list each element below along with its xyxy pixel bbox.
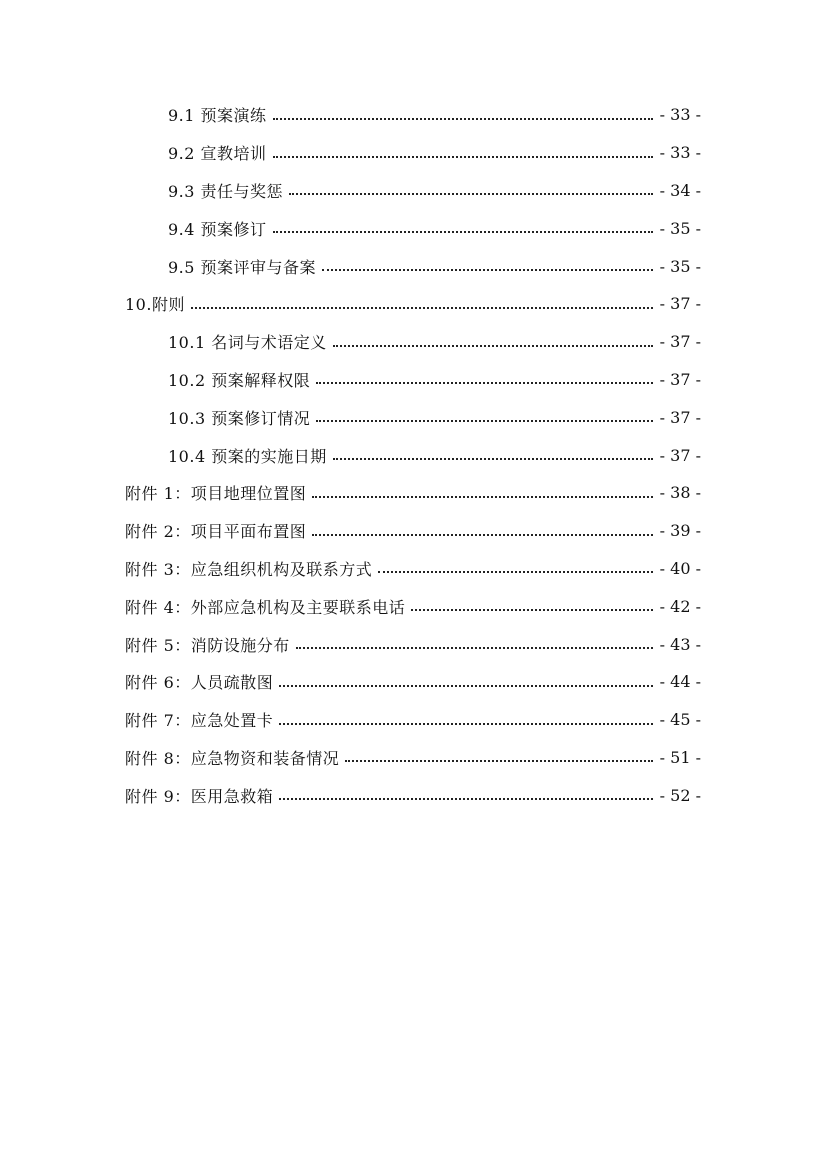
toc-entry[interactable] xyxy=(0,701,827,739)
toc-entry-page: - 51 - xyxy=(659,747,701,767)
toc-entry-page: - 33 - xyxy=(659,143,701,163)
toc-leader-dots xyxy=(312,518,653,536)
toc-entry[interactable] xyxy=(0,663,827,701)
toc-entry[interactable] xyxy=(0,209,827,247)
toc-entry-label: 附件 8：应急物资和装备情况 xyxy=(125,748,340,768)
toc-entry-page: - 43 - xyxy=(659,634,701,654)
toc-entry[interactable] xyxy=(0,285,827,323)
toc-entry-page: - 33 - xyxy=(659,105,701,125)
toc-entry-label: 9.3 责任与奖惩 xyxy=(168,181,284,201)
toc-entry[interactable] xyxy=(0,776,827,814)
toc-entry[interactable] xyxy=(0,96,827,134)
toc-entry-label: 附件 4：外部应急机构及主要联系电话 xyxy=(125,597,406,617)
toc-entry[interactable] xyxy=(0,474,827,512)
toc-entry-page: - 40 - xyxy=(659,558,701,578)
toc-entry[interactable] xyxy=(0,172,827,210)
toc-leader-dots xyxy=(273,215,653,233)
toc-entry-label: 10.3 预案修订情况 xyxy=(168,408,311,428)
toc-entry-label: 10.附则 xyxy=(125,295,185,315)
toc-leader-dots xyxy=(322,253,653,271)
toc-entry[interactable] xyxy=(0,512,827,550)
toc-entry-page: - 39 - xyxy=(659,521,701,541)
toc-entry[interactable] xyxy=(0,134,827,172)
toc-entry-page: - 35 - xyxy=(659,218,701,238)
toc-entry[interactable] xyxy=(0,436,827,474)
toc-entry-page: - 37 - xyxy=(659,445,701,465)
toc-entry-label: 附件 5：消防设施分布 xyxy=(125,635,290,655)
toc-entry[interactable] xyxy=(0,361,827,399)
toc-entry-page: - 38 - xyxy=(659,483,701,503)
toc-entry-page: - 37 - xyxy=(659,407,701,427)
toc-leader-dots xyxy=(333,442,653,460)
table-of-contents xyxy=(0,96,827,814)
toc-entry-page: - 37 - xyxy=(659,294,701,314)
toc-leader-dots xyxy=(333,329,653,347)
toc-leader-dots xyxy=(273,102,653,120)
toc-entry-page: - 35 - xyxy=(659,256,701,276)
toc-entry-page: - 37 - xyxy=(659,332,701,352)
toc-leader-dots xyxy=(279,669,653,687)
toc-leader-dots xyxy=(345,744,653,762)
toc-entry-label: 附件 2：项目平面布置图 xyxy=(125,522,307,542)
toc-entry-page: - 45 - xyxy=(659,710,701,730)
toc-entry[interactable] xyxy=(0,625,827,663)
toc-entry-label: 附件 9：医用急救箱 xyxy=(125,786,274,806)
toc-leader-dots xyxy=(378,555,653,573)
toc-leader-dots xyxy=(411,593,653,611)
toc-entry-label: 9.4 预案修订 xyxy=(168,219,267,239)
toc-leader-dots xyxy=(289,177,653,195)
toc-entry-page: - 37 - xyxy=(659,369,701,389)
toc-entry-label: 附件 1：项目地理位置图 xyxy=(125,484,307,504)
toc-entry-label: 9.1 预案演练 xyxy=(168,106,267,126)
toc-entry-page: - 52 - xyxy=(659,785,701,805)
toc-leader-dots xyxy=(316,404,653,422)
toc-entry-label: 9.2 宣教培训 xyxy=(168,144,267,164)
toc-entry-label: 附件 3：应急组织机构及联系方式 xyxy=(125,559,373,579)
toc-entry-label: 9.5 预案评审与备案 xyxy=(168,257,317,277)
toc-entry-label: 附件 7：应急处置卡 xyxy=(125,711,274,731)
toc-entry[interactable] xyxy=(0,247,827,285)
toc-leader-dots xyxy=(279,707,653,725)
toc-entry[interactable] xyxy=(0,398,827,436)
toc-entry-page: - 34 - xyxy=(659,180,701,200)
toc-leader-dots xyxy=(312,480,653,498)
toc-leader-dots xyxy=(273,140,653,158)
toc-leader-dots xyxy=(316,366,653,384)
toc-entry-page: - 44 - xyxy=(659,672,701,692)
toc-entry[interactable] xyxy=(0,550,827,588)
toc-entry-label: 附件 6：人员疏散图 xyxy=(125,673,274,693)
toc-entry-label: 10.2 预案解释权限 xyxy=(168,370,311,390)
toc-entry-label: 10.4 预案的实施日期 xyxy=(168,446,327,466)
toc-entry-page: - 42 - xyxy=(659,596,701,616)
toc-entry[interactable] xyxy=(0,587,827,625)
toc-entry[interactable] xyxy=(0,323,827,361)
toc-leader-dots xyxy=(279,782,653,800)
toc-leader-dots xyxy=(191,291,653,309)
toc-leader-dots xyxy=(296,631,653,649)
toc-entry[interactable] xyxy=(0,739,827,777)
toc-entry-label: 10.1 名词与术语定义 xyxy=(168,333,327,353)
